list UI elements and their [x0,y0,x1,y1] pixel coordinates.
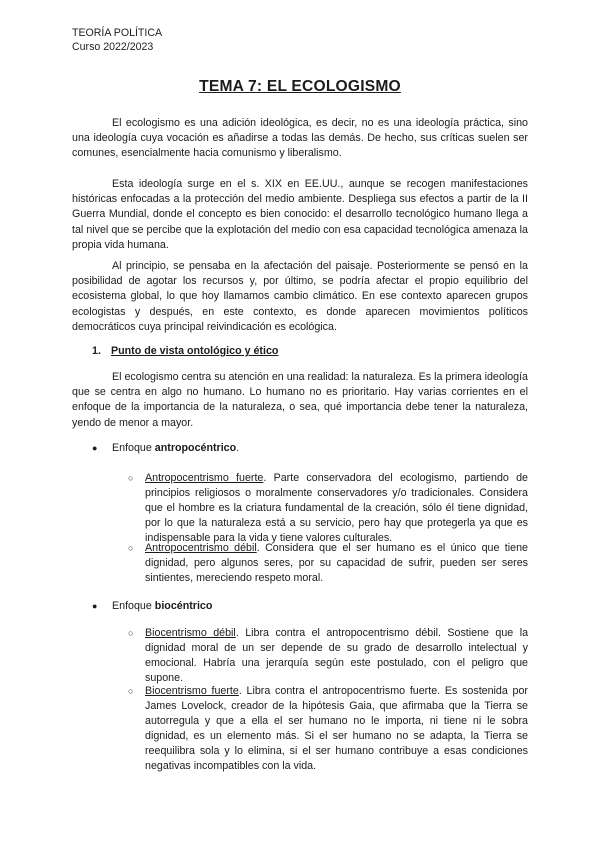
bullet-prefix: Enfoque [112,442,155,454]
sub-item-term: Biocentrismo débil [145,627,236,639]
paragraph-section1: El ecologismo centra su atención en una realidad: la naturaleza. Es la primera ideología que se centra en algo no humano. Lo humano no es prioritario. Hay varias corrientes en el enfoque de la importancia de la naturaleza, o sea, qué importancia debe tener la naturaleza, yendo de menor a mayor. [72,371,528,429]
sub-item-biocentrismo-fuerte [128,684,528,775]
sub-item-antropocentrismo-debil [128,541,528,586]
page-title: TEMA 7: EL ECOLOGISMO [199,78,401,95]
sub-item-text: . Libra contra el antropocentrismo fuerte. Es sostenida por James Lovelock, creador de la hipótesis Gaia, que afirmaba que la Tierra se autorregula y que a ella el ser humano no le importa, ni tiene ni le sobra dignidad, es un elemento más. Si el ser humano no se adapta, la Tierra se reequilibra sola y lo elimina, si el ser humano contribuye a esas condiciones negativas incompatibles con la vida. [145,685,528,773]
subject-label: TEORÍA POLÍTICA [72,27,163,39]
bullet-icon: ● [92,443,98,453]
sub-item-term: Biocentrismo fuerte [145,685,239,697]
circle-bullet-icon: ○ [128,628,134,638]
paragraph-context: Al principio, se pensaba en la afectación del paisaje. Posteriormente se pensó en la posibilidad de agotar los recursos y, por último, se podría afectar el propio equilibrio del ecosistema global, lo que hoy llamamos cambio climático. En ese contexto aparecen grupos ecologistas y después, en este contexto, es donde aparecen movimientos políticos democráticos cuya principal reivindicación es ecológica. [72,260,528,333]
sub-item-text: . Considera que el ser humano es el único que tiene dignidad, pero algunos seres, por su capacidad de sufrir, pueden ser seres sintientes, mereciendo respeto moral. [145,542,528,585]
circle-bullet-icon: ○ [128,473,134,483]
circle-bullet-icon: ○ [128,686,134,696]
circle-bullet-icon: ○ [128,543,134,553]
bullet-suffix: . [236,442,240,454]
bullet-biocentrico [92,599,212,614]
bullet-prefix: Enfoque [112,600,155,612]
document-header [72,26,162,54]
bullet-icon: ● [92,601,98,611]
sub-item-antropocentrismo-fuerte [128,471,528,546]
bullet-antropocentrico [92,441,239,456]
paragraph-history: Esta ideología surge en el s. XIX en EE.UU., aunque se recogen manifestaciones históricas enfocadas a la protección del medio ambiente. Despliega sus efectos a partir de la II Guerra Mundial, donde el concepto es bien conocido: el desarrollo tecnológico humano llega a tal nivel que se percibe que la explotación del medio con esa capacidad tecnológica amenaza la propia vida humana. [72,178,528,251]
sub-item-text: . Libra contra el antropocentrismo débil. Sostiene que la dignidad moral de un ser depende de su grado de desarrollo intelectual y emocional. Habría una jerarquía según este postulado, con el peligro que supone. [145,627,529,685]
sub-item-biocentrismo-debil [128,626,528,686]
bullet-keyword: biocéntrico [154,600,213,612]
sub-item-text: . Parte conservadora del ecologismo, partiendo de principios religiosos o moralmente conservadores y/o tradicionales. Considera que el hombre es la criatura fundamental de la creación, sólo él tiene dignidad, por lo que la naturaleza está a su servicio, pero hay que protegerla ya que es indispensable para la vida y tiene valores culturales. [145,472,528,545]
course-label: Curso 2022/2023 [72,41,154,53]
section-number: 1. [92,345,101,357]
bullet-keyword: antropocéntrico [154,442,237,454]
paragraph-intro: El ecologismo es una adición ideológica, es decir, no es una ideología práctica, sino una ideología cuya vocación es añadirse a todas las demás. De hecho, sus críticas suelen ser comunes, esencialmente hacia comunismo y liberalismo. [72,117,528,160]
section-title: Punto de vista ontológico y ético [110,345,279,357]
sub-item-term: Antropocentrismo débil [145,542,257,554]
section-heading [92,345,278,357]
sub-item-term: Antropocentrismo fuerte [145,472,264,484]
